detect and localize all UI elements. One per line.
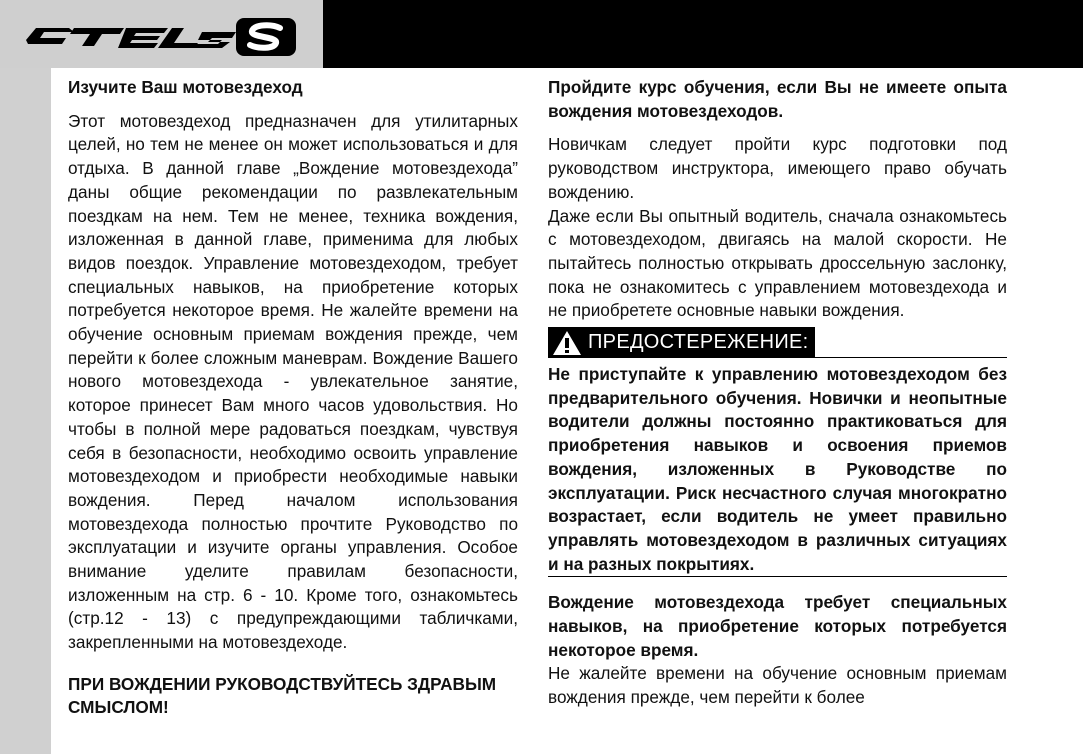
paragraph-intro: Этот мотовездеход предназначен для утилитарных целей, но тем не менее он может использоваться и для отдыха. В данной главе „Вождение мотовездехода” даны общие рекомендации по развлекательным поездкам на нем. Тем не менее, техника вождения, изложенная в данной главе, применима для любых видов поездок. Управление мотовездеходом, требует специальных навыков, на приобретение которых потребуется некоторое время. Не жалейте времени на обучение основным приемам вождения прежде, чем перейти к более сложным маневрам. Вождение Вашего нового мотовездехода - увлекательное занятие, которое принесет Вам много часов удовольствия. Но чтобы в полной мере радоваться поездкам, чувствуя себя в безопасности, необходимо освоить управление мотовездеходом и приобрести необходимые навыки вождения. Перед началом использования мотовездехода полностью прочтите Руководство по эксплуатации и изучите органы управления. Особое внимание уделите правилам безопасности, изложенным на стр. 6 - 10. Кроме того, ознакомьтесь (стр.12 - 13) с предупреждающими табличками, закрепленными на мотовездеходе. [68, 110, 518, 653]
paragraph-experienced: Даже если Вы опытный водитель, сначала ознакомьтесь с мотовездеходом, двигаясь на малой скорости. Не пытайтесь полностью открывать дроссельную заслонку, пока не ознакомитесь с управлением мотовездехода и не приобретете основные навыки вождения. [548, 205, 1007, 321]
left-sidebar-strip [0, 68, 51, 754]
left-column [68, 76, 518, 720]
right-column [548, 76, 1007, 710]
warning-triangle-icon [552, 330, 582, 356]
caps-heading-common-sense: ПРИ ВОЖДЕНИИ РУКОВОДСТВУЙТЕСЬ ЗДРАВЫМ СМЫСЛОМ! [68, 673, 497, 718]
section-heading-study: Изучите Ваш мотовездеход [68, 77, 303, 97]
warning-label: ПРЕДОСТЕРЕЖЕНИЕ: [588, 330, 809, 353]
logo-area [0, 0, 323, 68]
warning-text: Не приступайте к управлению мотовездеходом без предварительного обучения. Новички и неопытные водители должны постоянно практиковаться для приобретения навыков и освоения приемов вождения, изложенных в Руководстве по эксплуатации. Риск несчастного случая многократно возрастает, если водитель не умеет правильно управлять мотовездеходом в различных ситуациях и на разных покрытиях. [548, 363, 1007, 577]
paragraph-beginners: Новичкам следует пройти курс подготовки под руководством инструктора, имеющего право обучать вождению. [548, 134, 1007, 202]
section-heading-training: Пройдите курс обучения, если Вы не имеете опыта вождения мотовездеходов. [548, 77, 1007, 121]
warning-label-box [548, 327, 815, 358]
bold-heading-skills: Вождение мотовездехода требует специальных навыков, на приобретение которых потребуется некоторое время. [548, 592, 1007, 660]
warning-banner [548, 327, 1007, 363]
stels-logo [22, 14, 307, 58]
paragraph-practice: Не жалейте времени на обучение основным приемам вождения прежде, чем перейти к более [548, 663, 1007, 708]
warning-rule [548, 357, 1007, 358]
